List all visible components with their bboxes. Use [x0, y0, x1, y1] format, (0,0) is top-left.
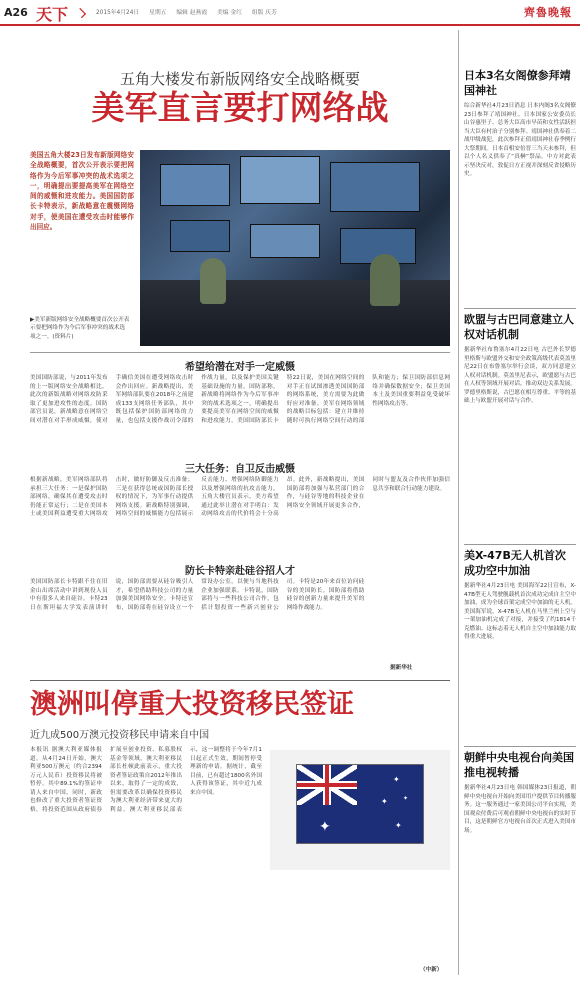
lead-kicker: 五角大楼发布新版网络安全战略概要 — [119, 70, 360, 88]
newspaper-logo: 齊魯晚報 — [524, 6, 572, 19]
bottom-text: 本报讯 据澳大利亚媒体报道，从4月24日开始，澳大利亚500万澳元（约合2394万元人民币）投资移民将被暂停。其中89.1%的签证申请人来自中国。同时，新政也修改了重大投资者签证资格，将投资范围从政府债券扩展至创业投资、私募股权基金等领域。澳大利亚移民部长杜顿此前表示，重大投资者签证政策自2012年推出以来，取得了一定的成效，但需要改革以确保投资移民为澳大利亚经济带来更大的利益。澳大利亚移民部表示，这一调整将于今年7月1日起正式生效，期间暂停受理新的申请。据统计，截至目前，已有超过1800名外国人获得该签证，其中近九成来自中国。 — [30, 747, 262, 813]
divider — [30, 680, 450, 681]
sidebar-text-1: 综合新华社4月23日消息 日本内阁3名女阁僚23日参拜了靖国神社。日本国家公安委员长山谷惠里子、总务大臣高市早苗和女性活跃担当大臣有村治子分别参拜。靖国神社供奉着二战甲级战犯，此次参拜正值靖国神社春季例行大祭期间。日本首相安倍晋三当天未参拜，但以个人名义供奉了“真榊”祭品。中方对此表示坚决反对，敦促日方正视并深刻反省侵略历史。 — [464, 103, 576, 177]
lead-text-1: 美国国防部说，与2011年发布的上一版网络安全战略相比，此次的新版战略对网络攻防采取了更加进攻性的态度。国防部官员说，新战略意在网络空间对潜在对手形成威慑，使对手确信美国在遭受网络攻击时会作出回应。新战略提出，美军网络部队要在2018年之前建成133支网络任务部队，其中既包括保护国防部网络的力量，也包括支援作战司令部的作战力量，以及保护美国关键基础设施的力量。国防部称，新战略将网络作为今后军事冲突的战术选项之一，明确提出要提高美军在网络空间的威慑和进攻能力。美国国防部长卡特22日说，美国在网络空间的对手正在试图渗透美国国防部的网络系统，美方需要为此做好应对准备。美军在网络领域的战略目标包括：建立并维持随时可执行网络空间行动的部队和能力；保卫国防部信息网络并确保数据安全；保卫美国本土及美国重要利益免受破坏性网络攻击等。 — [30, 375, 450, 424]
sidebar-text-2: 据新华社布鲁塞尔4月22日电 古巴外长罗德里格斯与欧盟外交和安全政策高级代表莫盖里尼22日在布鲁塞尔举行会谈，双方同意建立人权对话机制。莫盖里尼表示，欧盟愿与古巴在人权等领域开展对话，推动双边关系发展。罗德里格斯说，古巴愿在相互尊重、平等的基础上与欧盟开展对话与合作。 — [464, 347, 576, 404]
bottom-byline: （中新） — [420, 967, 443, 973]
lead-text-3: 美国国防部长卡特跟不住在旧金山出席活动中讲到现役人员中有很多人来自硅谷。卡特23日在斯坦福大学发表演讲时说，国防部需要从硅谷吸引人才，希望借助科技公司的力量加强美国网络安全。卡特还宣布，国防部将在硅谷设立一个常设办公室，以便与当地科技企业加强联系。卡特说，国防部将与一些科技公司合作，包括计划投资一些新兴创业公司。卡特是20年来首位访问硅谷的美国防长。国防部将借助硅谷的创新力量来提升美军的网络作战能力。 — [30, 579, 365, 611]
divider — [464, 746, 576, 747]
australia-flag-icon: ✦ ✦ ✦ ✦ ✦ — [296, 764, 424, 844]
column-divider — [458, 30, 459, 975]
lead-subhead-2: 三大任务：自卫反击威慑 — [185, 464, 295, 475]
lead-summary: 美国五角大楼23日发布新版网络安全战略概要，首次公开表示要把网络作为今后军事冲突的战术选项之一，明确提出要提高美军在网络空间的威慑和进攻能力。美国国防部长卡特表示，新战略意在震慑网络对手，使美国在遭受攻击时能够作出回应。 — [30, 151, 134, 232]
news-photo — [140, 150, 450, 346]
designer: 美编 金红 — [216, 10, 243, 16]
issue-date: 2015年4月24日 — [96, 10, 140, 16]
lead-headline: 美军直言要打网络战 — [91, 88, 389, 127]
section-title: 天下 — [36, 5, 69, 24]
sidebar-text-3: 据新华社4月23日电 美国海军22日宣布，X-47B型无人驾驶舰载机首次成功完成自主空中加油，成为全球首架完成空中加油的无人机。美国海军说，X-47B无人机在马里兰州上空与一架加油机完成了对接，并接受了约1814千克燃油。这标志着无人机自主空中加油能力取得重大进展。 — [464, 583, 576, 640]
proofreader: 组版 庆芳 — [251, 10, 277, 16]
sidebar-title-2: 欧盟与古巴同意建立人权对话机制 — [464, 313, 574, 341]
divider — [464, 308, 576, 309]
editor: 编辑 赵燕霞 — [176, 10, 208, 16]
lead-subhead-1: 希望给潜在对手一定威慑 — [185, 362, 295, 373]
bottom-subhead: 近九成500万澳元投资移民申请来自中国 — [30, 730, 210, 741]
sidebar-title-1: 日本3名女阁僚参拜靖国神社 — [464, 69, 571, 97]
sidebar-text-4: 据新华社4月23日电 韩国媒体23日报道，朝鲜中央电视台开始向美国用户提供节目转播服务。这一服务通过一家美国公司平台实现，美国观众付费后可观看朝鲜中央电视台的实时节目，这是朝鲜官方电视台首次正式进入美国市场。 — [464, 785, 576, 834]
header-meta — [96, 9, 285, 17]
issue-weekday: 星期五 — [149, 10, 167, 16]
divider — [30, 352, 450, 353]
page-number: A26 — [4, 6, 28, 19]
lead-byline: 据新华社 — [390, 665, 413, 671]
photo-caption: ▶美军新版网络安全战略概要首次公开表示要把网络作为今后军事冲突的战术选项之一。(资料片) — [30, 317, 130, 340]
chevron-right-icon — [76, 8, 86, 18]
lead-subhead-3: 防长卡特亲赴硅谷招人才 — [185, 566, 295, 577]
sidebar-title-4: 朝鲜中央电视台向美国推电视转播 — [464, 751, 574, 779]
sidebar-title-3: 美X-47B无人机首次成功空中加油 — [464, 549, 566, 577]
bottom-text-2 — [270, 876, 450, 968]
lead-text-2: 根据新战略，美军网络部队将承担三大任务：一是保护国防部网络，确保其在遭受攻击时仍能正常运行；二是在美国本土或美国利益遭受重大网络攻击时，做好防御及反击准备；三是在获得总统或国防部长授权的情况下，为军事行动提供网络支援。新战略特别强调，网络空间的威慑能力包括展示反击能力、增强网络防御能力以及增强网络的抗攻击能力。五角大楼官员表示，美方希望通过此举让潜在对手明白：发动网络攻击的代价将会十分高昂。此外，新战略提出，美国国防部将加强与私营部门的合作，与硅谷等地的科技企业在网络安全领域开展更多合作，同时与盟友及合作伙伴加强信息共享和联合行动能力建设。 — [30, 477, 450, 517]
bottom-headline: 澳洲叫停重大投资移民签证 — [30, 689, 354, 720]
divider — [464, 544, 576, 545]
flag-photo — [270, 750, 450, 870]
page-header — [0, 0, 580, 26]
